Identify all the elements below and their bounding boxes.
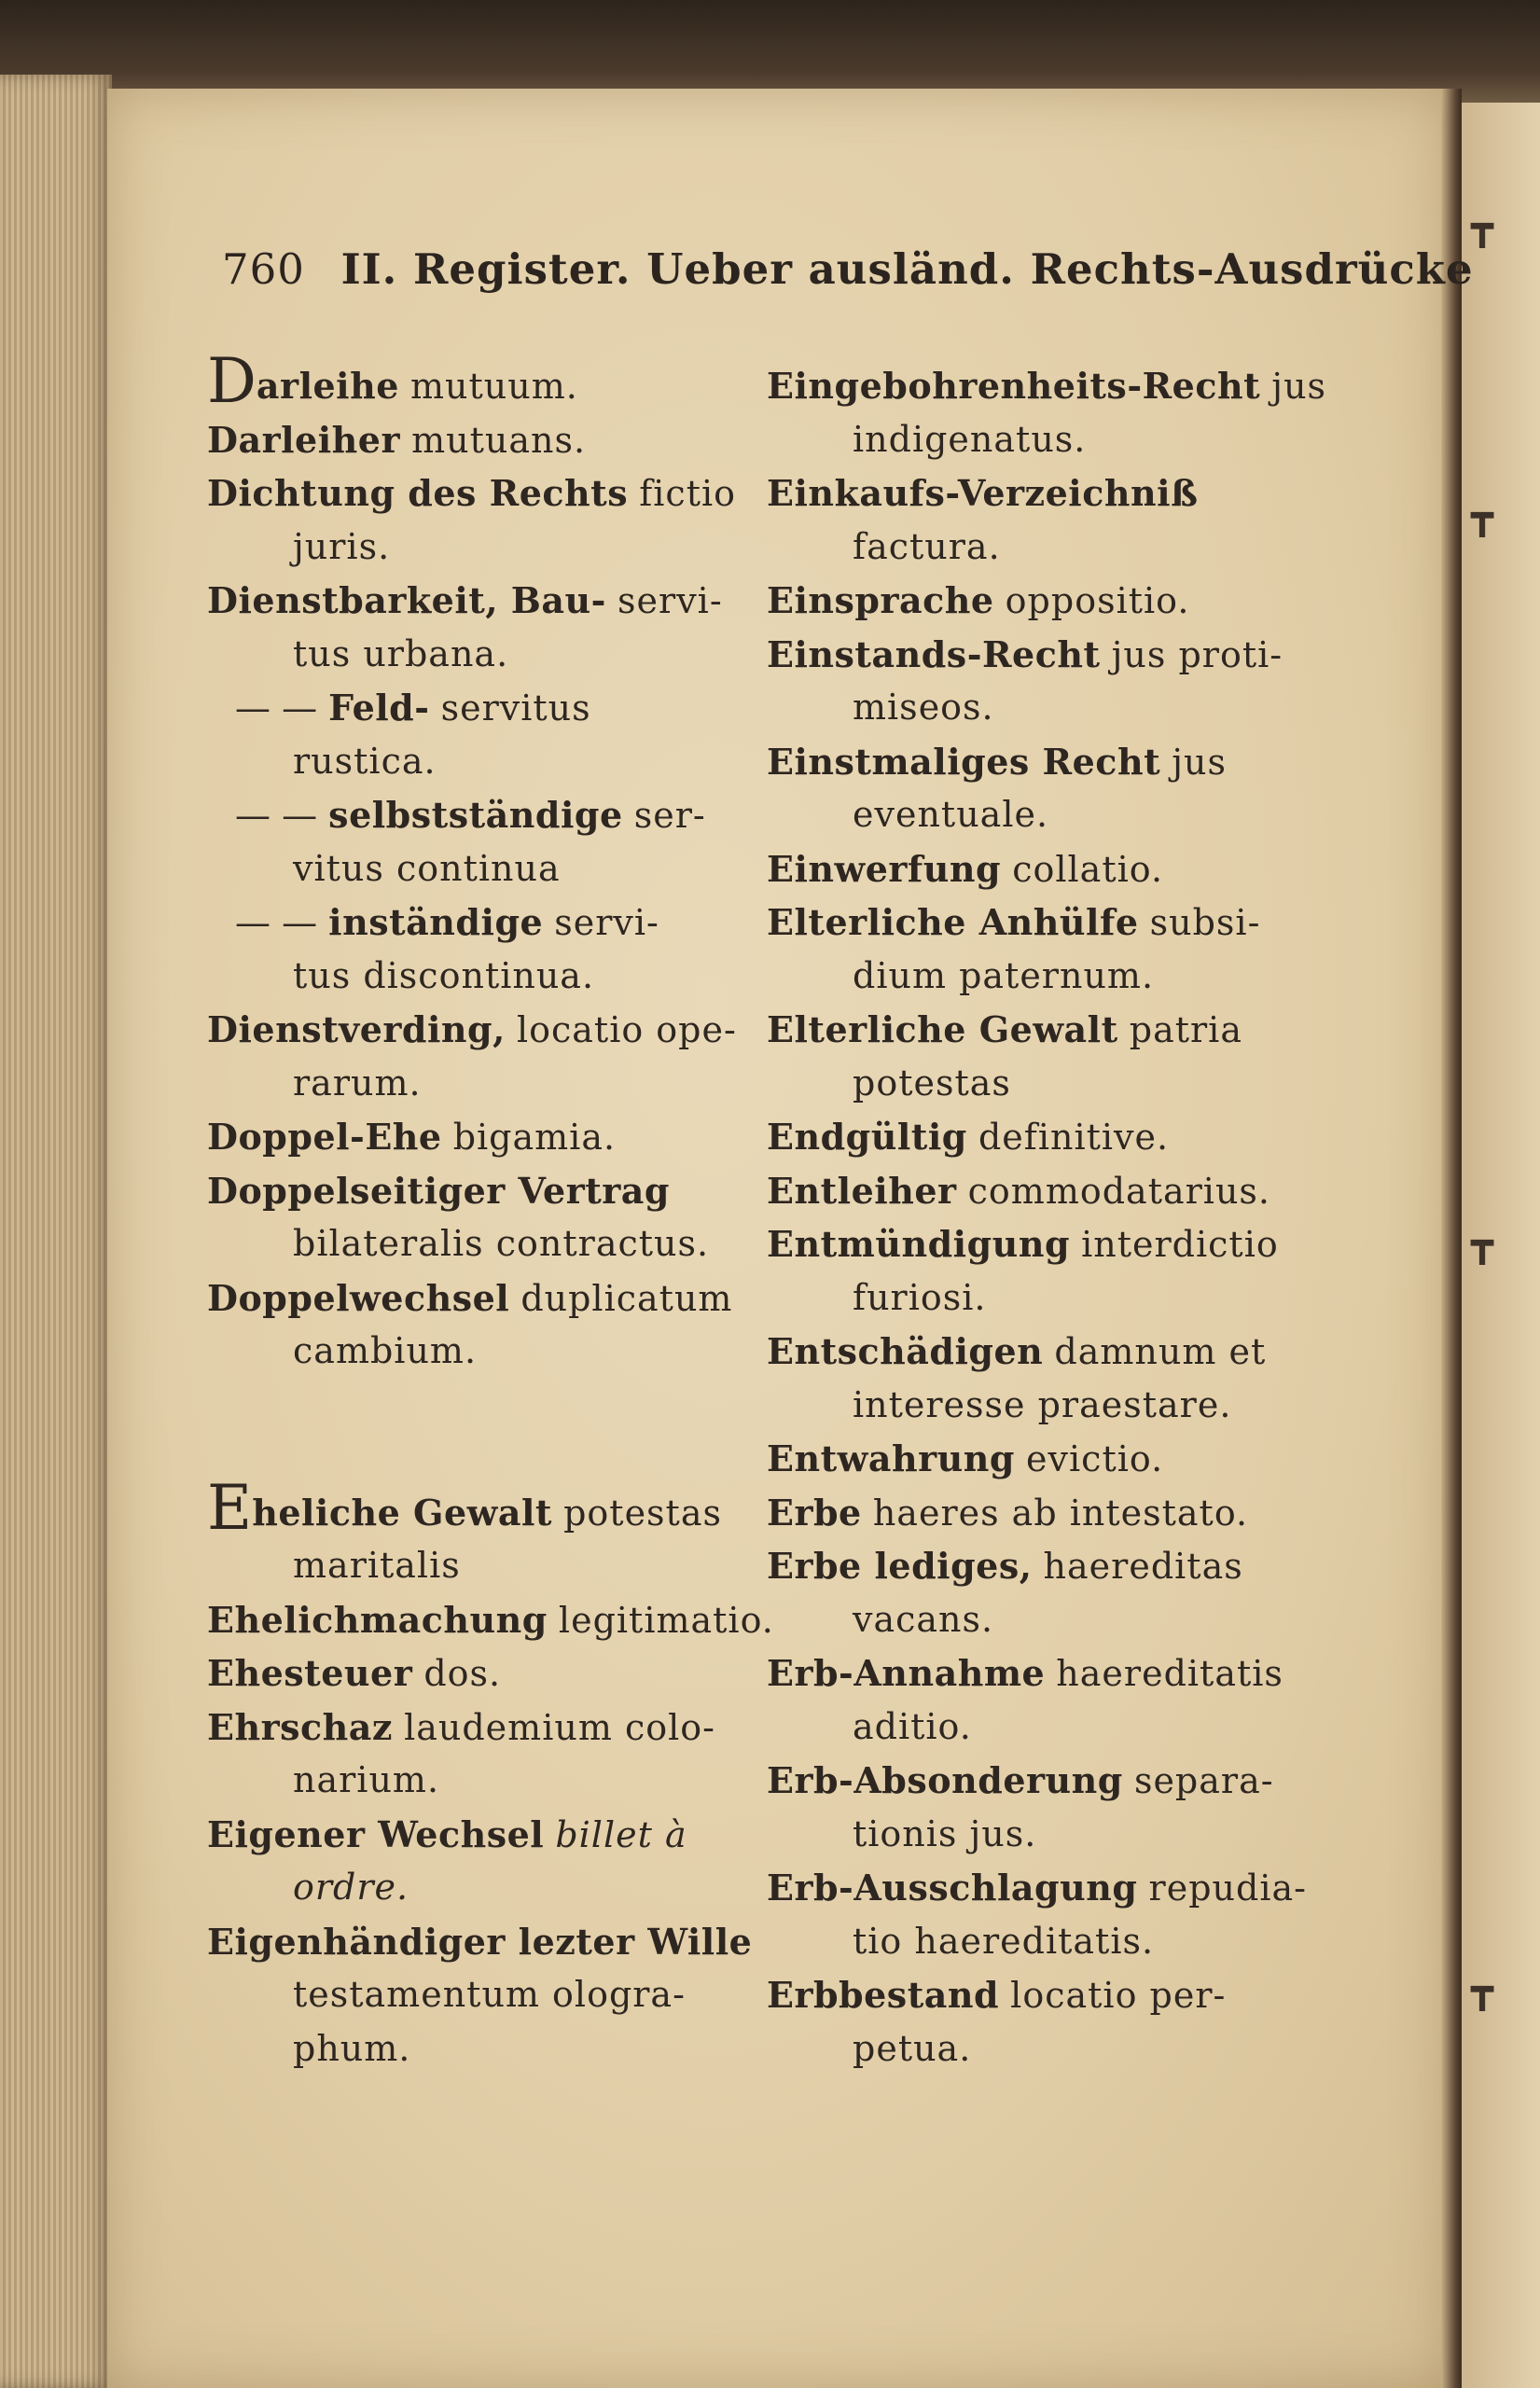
page-title: II. Register. Ueber ausländ. Rechts-Ausdrücke [340,244,1474,294]
latin-term: bilateralis contractus. [293,1223,710,1264]
index-entry-line [207,1057,757,1111]
latin-term: aditio. [853,1705,972,1747]
index-entry-line [207,1217,757,1271]
latin-term: evictio. [1026,1438,1164,1479]
latin-term: mutuum. [410,366,578,407]
index-entry-line [207,1110,757,1164]
latin-term: servitus [440,687,591,729]
german-term: Einsprache [767,579,994,621]
index-entry-line [767,1808,1308,1862]
index-entry-line [207,842,757,896]
latin-term: factura. [853,525,1001,567]
index-entry-line [767,1432,1308,1486]
german-term: Endgültig [767,1116,967,1158]
german-term: Erbbestand [767,1974,1000,2016]
latin-term: haereditatis [1056,1653,1283,1694]
index-entry-line [767,1539,1308,1593]
latin-term: phum. [293,2027,411,2069]
german-term: Erbe [767,1491,862,1534]
german-term: Einwerfung [767,847,1002,890]
latin-term: jus [1172,741,1227,783]
german-term: Dienstverding, [207,1008,506,1050]
latin-term: miseos. [853,687,994,728]
german-term: Doppel-Ehe [207,1116,442,1158]
latin-term: definitive. [978,1117,1170,1158]
marginal-mark: ┳ [1471,1222,1494,1265]
index-entry-line [207,788,757,842]
german-term: Entschädigen [767,1330,1044,1372]
index-entry-line [767,574,1308,628]
german-term: Entwahrung [767,1437,1015,1479]
latin-term: legitimatio. [558,1599,774,1641]
latin-term: eventuale. [853,794,1049,835]
index-entry-line [767,1701,1308,1755]
index-entry-line [207,1593,774,1647]
latin-term: potestas [563,1492,722,1534]
index-entry-line [207,1646,757,1701]
german-term: Entleiher [767,1169,957,1212]
latin-term: separa- [1133,1760,1274,1801]
german-term: Erb-Annahme [767,1652,1046,1694]
german-term: Feld- [328,687,430,729]
right-column [767,359,1327,2076]
index-entry-line [767,1754,1308,1808]
german-term: Einkaufs-Verzeichniß [767,472,1199,514]
german-term: Ehelichmachung [207,1598,548,1641]
index-entry-line [767,950,1308,1004]
marginal-mark: ┳ [1471,494,1494,537]
index-entry-line [207,1539,757,1593]
page-number: 760 [222,244,305,294]
index-entry-line [767,359,1327,413]
latin-term: repudia- [1148,1867,1307,1909]
index-entry-line [207,1003,757,1057]
latin-term: interdictio [1081,1224,1279,1265]
ditto-dash: — — [235,902,329,943]
index-entry-line [207,1271,757,1326]
index-entry-line [207,1164,757,1218]
index-entry-line [767,1861,1308,1915]
index-entry-line [767,1486,1308,1540]
ditto-dash: — — [235,795,329,836]
index-entry-line [207,1915,757,1969]
index-entry-line [207,735,757,789]
german-term: Ehesteuer [207,1652,413,1694]
latin-term: locatio per- [1010,1975,1227,2016]
section-gap [207,1379,757,1486]
index-entry-line [767,413,1308,467]
german-term: Eigenhändiger lezter Wille [207,1920,753,1963]
index-entry-line [207,345,757,417]
index-entry-line [207,681,757,735]
latin-term: duplicatum [520,1277,733,1319]
latin-term: haereditas [1043,1546,1243,1587]
latin-term: rarum. [293,1062,422,1104]
latin-term: dos. [423,1653,502,1694]
german-term: Eingebohrenheits-Recht [767,365,1261,407]
index-entry-line [207,1808,757,1862]
german-term: inständige [328,901,544,943]
german-term: Elterliche Anhülfe [767,901,1139,943]
index-entry-line [767,1379,1308,1433]
latin-term: potestas [853,1062,1011,1104]
latin-term: interesse praestare. [853,1383,1232,1425]
german-term: Doppelwechsel [207,1276,510,1319]
german-term: heliche Gewalt [252,1491,552,1534]
latin-term: oppositio. [1005,580,1190,621]
latin-term: petua. [853,2027,972,2069]
latin-term: tus urbana. [293,632,509,674]
index-entry-line [767,735,1308,789]
latin-term: vitus continua [293,847,561,889]
latin-term: jus [1271,366,1327,407]
german-term: Dienstbarkeit, Bau- [207,579,606,621]
german-term: Einstands-Recht [767,632,1101,675]
index-entry-line [767,1057,1308,1111]
latin-term: maritalis [293,1545,461,1586]
german-term: Ehrschaz [207,1705,393,1748]
latin-term: tionis jus. [853,1812,1037,1854]
latin-term: servi- [554,902,659,943]
german-term: Doppelseitiger Vertrag [207,1169,671,1212]
latin-term: narium. [293,1759,440,1800]
latin-term: testamentum ologra- [293,1974,686,2015]
index-entry-line [207,413,757,467]
german-term: Erb-Absonderung [767,1759,1123,1801]
index-entry-line [767,1593,1308,1647]
german-term: Eigener Wechsel [207,1812,545,1855]
marginal-mark: ┳ [1471,205,1494,248]
latin-term: cambium. [293,1330,478,1371]
german-term: Erb-Ausschlagung [767,1867,1138,1909]
latin-term: indigenatus. [853,418,1087,460]
ditto-dash: — — [235,687,329,729]
index-entry-line [767,466,1308,521]
german-term: Darleiher [207,418,400,461]
book-cover-edge [0,0,1540,103]
latin-term: furiosi. [853,1276,987,1318]
index-entry-line [207,896,757,950]
index-entry-line [207,1754,757,1808]
initial-letter: D [207,345,257,417]
latin-term: billet à [555,1813,687,1855]
marginal-mark: ┳ [1471,1968,1494,2011]
latin-term: servi- [617,580,723,621]
page-stack-edge [0,75,112,2388]
index-entry-line [767,788,1308,842]
index-entry-line [767,2022,1308,2076]
latin-term: collatio. [1012,848,1164,890]
german-term: Entmündigung [767,1223,1071,1265]
latin-term: commodatarius. [967,1170,1271,1212]
latin-term: ordre. [293,1867,409,1908]
latin-term: jus proti- [1111,633,1283,675]
index-entry-line [207,628,757,682]
next-page-edge [1462,103,1540,2388]
latin-term: rustica. [293,740,437,782]
index-entry-line [767,681,1308,735]
index-entry-line [767,1646,1308,1701]
index-entry-line [207,466,757,521]
running-header [222,244,1474,294]
index-entry-line [767,842,1308,896]
index-entry-line [207,1325,757,1379]
index-entry-line [767,1271,1308,1326]
index-entry-line [767,1915,1308,1969]
latin-term: mutuans. [411,419,587,461]
index-entry-line [207,521,757,575]
latin-term: haeres ab intestato. [872,1492,1249,1534]
german-term: Erbe lediges, [767,1545,1033,1587]
latin-term: subsi- [1149,902,1261,943]
german-term: Elterliche Gewalt [767,1008,1118,1050]
index-entry-line [767,896,1308,950]
latin-term: vacans. [853,1598,994,1640]
index-entry-line [767,628,1308,682]
index-entry-line [767,1217,1308,1271]
index-entry-line [207,1861,757,1915]
german-term: arleihe [256,365,399,407]
german-term: Dichtung des Rechts [207,472,629,514]
latin-term: laudemium colo- [404,1706,715,1748]
german-term: Einstmaliges Recht [767,740,1161,783]
index-entry-line [767,1164,1308,1218]
german-term: selbstständige [328,794,623,836]
latin-term: patria [1129,1009,1242,1050]
latin-term: bigamia. [452,1117,617,1158]
initial-letter: E [207,1471,253,1544]
index-entry-line [767,1325,1308,1379]
latin-term: tus discontinua. [293,954,595,996]
latin-term: ser- [633,795,706,836]
index-entry-line [207,1471,757,1544]
index-entry-line [767,1968,1308,2022]
index-entry-line [207,1701,757,1755]
index-entry-line [207,574,757,628]
index-entry-line [767,1110,1308,1164]
latin-term: juris. [293,525,391,567]
index-entry-line [207,1968,757,2022]
latin-term: tio haereditatis. [853,1920,1155,1962]
book-gutter [1441,89,1462,2388]
index-entry-line [207,950,757,1004]
latin-term: damnum et [1054,1331,1267,1372]
index-entry-line [767,1003,1308,1057]
latin-term: dium paternum. [853,954,1155,996]
index-entry-line [767,521,1308,575]
latin-term: locatio ope- [516,1009,737,1050]
left-column [207,345,774,2076]
index-entry-line [207,2022,757,2076]
latin-term: fictio [639,473,737,514]
